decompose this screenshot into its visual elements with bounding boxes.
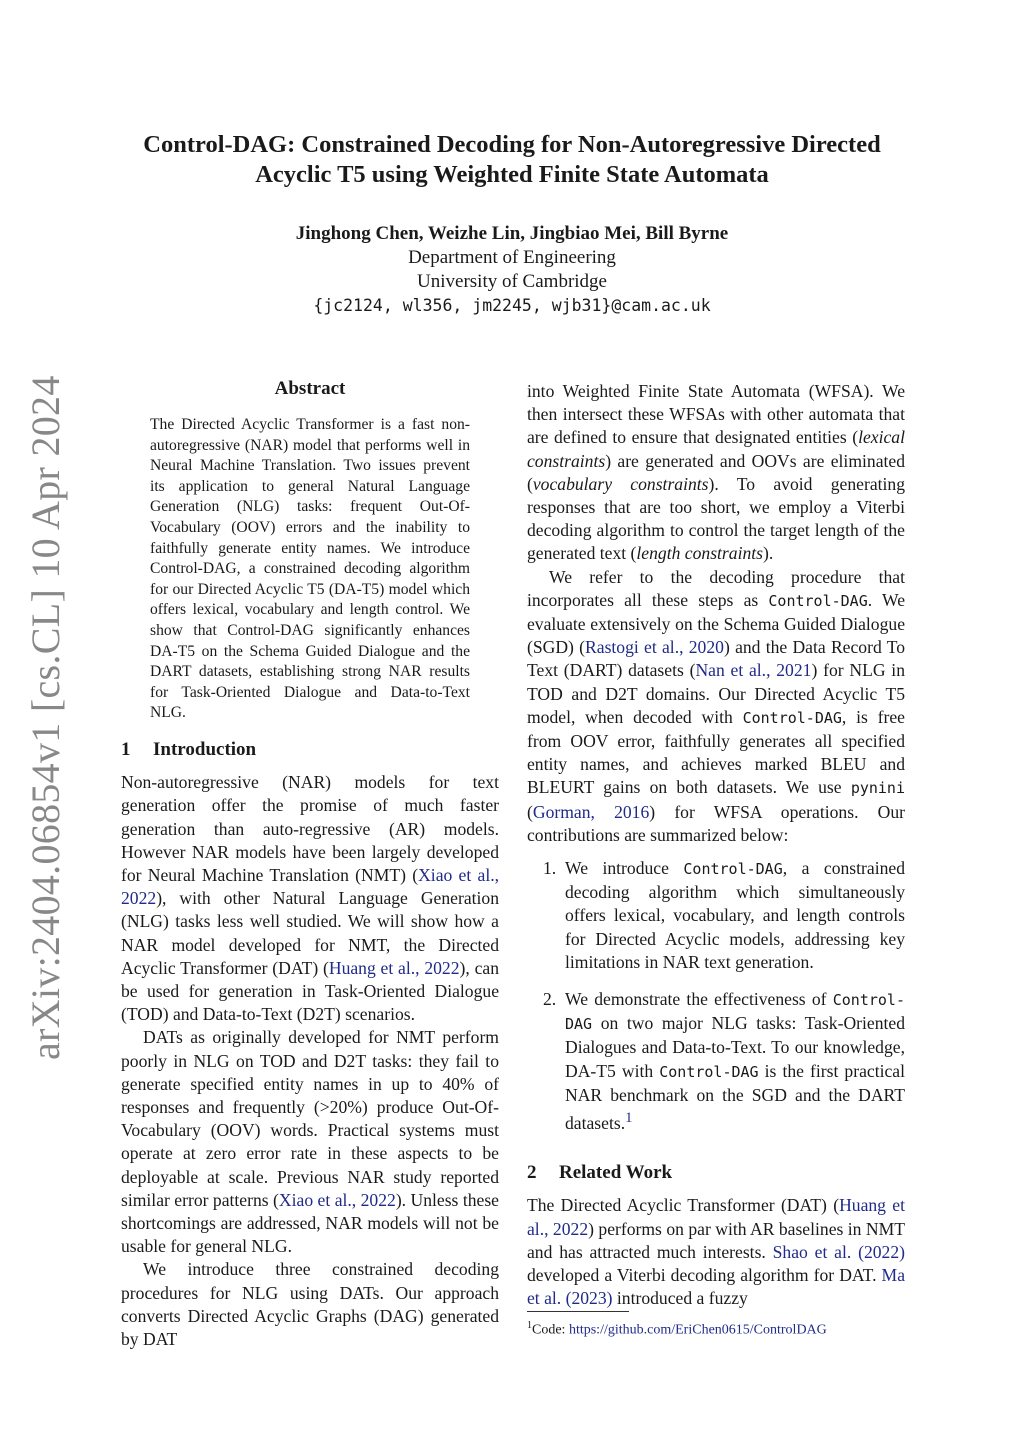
- citation-link[interactable]: Nan et al., 2021: [695, 660, 812, 681]
- paper-title: [0, 130, 1024, 190]
- citation-link[interactable]: Xiao et al., 2022: [121, 865, 499, 909]
- author-emails: {jc2124, wl356, jm2245, wjb31}@cam.ac.uk: [313, 296, 711, 315]
- right-column: [527, 380, 905, 1310]
- intro-paragraph-2: DATs as originally developed for NMT perform poorly in NLG on TOD and D2T tasks: they fail to generate specified entity names in up to 40% of responses and frequently (>20%) produce Out-Of-Vocabulary (OOV) words. Practical systems must operate at zero error rate in these aspects to be deployable at scale. Previous NAR study reported similar error patterns (Xiao et al., 2022). Unless these shortcomings are addressed, NAR models will not be usable for general NLG.: [121, 1027, 499, 1257]
- intro-paragraph-3: We introduce three constrained decoding procedures for NLG using DATs. Our approach converts Directed Acyclic Graphs (DAG) generated by DAT: [121, 1259, 499, 1350]
- code-url-link[interactable]: https://github.com/EriChen0615/ControlDAG: [568, 1322, 827, 1338]
- citation-link[interactable]: Shao et al. (2022): [772, 1241, 905, 1262]
- citation-link[interactable]: Rastogi et al., 2020: [585, 637, 724, 658]
- footnote-marker[interactable]: 1: [625, 1110, 633, 1127]
- footnote-number: 1: [527, 1320, 532, 1331]
- citation-link[interactable]: Gorman, 2016: [532, 801, 650, 822]
- right-paragraph-1: into Weighted Finite State Automata (WFSA). We then intersect these WFSAs with other automata that are defined to ensure that designated entities (lexical constraints) are generated and OOVs are eliminated (vocabulary constraints). To avoid generating responses that are too short, we employ a Viterbi decoding algorithm to control the target length of the generated text (length constraints).: [527, 381, 905, 564]
- footnote: [527, 1317, 907, 1340]
- citation-link[interactable]: Huang et al., 2022: [527, 1195, 905, 1239]
- citation-link[interactable]: Huang et al., 2022: [328, 957, 460, 978]
- section-title: Related Work: [559, 1162, 673, 1184]
- left-column: [121, 738, 499, 1351]
- list-item: 1. We introduce Control-DAG, a constrained decoding algorithm which simultaneously offers lexical, vocabulary, and length controls for Directed Acyclic models, addressing key limitations in NAR text generation.: [543, 858, 905, 972]
- title-line-1: Control-DAG: Constrained Decoding for Non-Autoregressive Directed: [143, 131, 881, 158]
- right-paragraph-2: We refer to the decoding procedure that incorporates all these steps as Control-DAG. We evaluate extensively on the Schema Guided Dialogue (SGD) (Rastogi et al., 2020) and the Data Record To Text (DART) datasets (Nan et al., 2021) for NLG in TOD and D2T domains. Our Directed Acyclic T5 model, when decoded with Control-DAG, is free from OOV error, faithfully generates all specified entity names, and achieves marked BLEU and BLEURT gains on both datasets. We use pynini (Gorman, 2016) for WFSA operations. Our contributions are summarized below:: [527, 566, 906, 845]
- list-item: 2. We demonstrate the effectiveness of Control-DAG on two major NLG tasks: Task-Oriented Dialogues and Data-to-Text. To our knowledge, DA-T5 with Control-DAG is the first practical NAR benchmark on the SGD and the DART datasets.$^1$: [543, 989, 905, 1133]
- section-number: 2: [527, 1162, 537, 1184]
- footnote-label: Code:: [532, 1322, 569, 1338]
- footnote-divider: [527, 1311, 629, 1312]
- related-work-paragraph: The Directed Acyclic Transformer (DAT) (Huang et al., 2022) performs on par with AR baselines in NMT and has attracted much interests. Shao et al. (2022) developed a Viterbi decoding algorithm for DAT. Ma et al. (2023) introduced a fuzzy: [527, 1195, 905, 1309]
- abstract-text: The Directed Acyclic Transformer is a fast non-autoregressive (NAR) model that performs well in Neural Machine Translation. Two issues prevent its application to general Natural Language Generation (NLG) tasks: frequent Out-Of-Vocabulary (OOV) errors and the inability to faithfully generate entity names. We introduce Control-DAG, a constrained decoding algorithm for our Directed Acyclic T5 (DA-T5) model which offers lexical, vocabulary and length control. We show that Control-DAG significantly enhances DA-T5 on the Schema Guided Dialogue and the DART datasets, establishing strong NAR results for Task-Oriented Dialogue and Data-to-Text NLG.: [150, 416, 470, 722]
- section-heading-related-work: [527, 1161, 905, 1184]
- author-names: Jinghong Chen, Weizhe Lin, Jingbiao Mei, Bill Byrne: [295, 223, 729, 244]
- section-number: 1: [121, 739, 131, 760]
- section-heading-introduction: [121, 738, 499, 761]
- intro-paragraph-1: Non-autoregressive (NAR) models for text generation offer the promise of much faster generation than auto-regressive (AR) models. However NAR models have been largely developed for Neural Machine Translation (NMT) (Xiao et al., 2022), with other Natural Language Generation (NLG) tasks less well studied. We will show how a NAR model developed for NMT, the Directed Acyclic Transformer (DAT) (Huang et al., 2022), can be used for generation in Task-Oriented Dialogue (TOD) and Data-to-Text (D2T) scenarios.: [121, 772, 499, 1025]
- title-line-2: Acyclic T5 using Weighted Finite State Automata: [255, 161, 769, 188]
- department: Department of Engineering: [408, 247, 616, 268]
- university: University of Cambridge: [417, 271, 607, 292]
- citation-link[interactable]: Ma et al. (2023): [527, 1264, 905, 1309]
- author-block: [0, 222, 1024, 318]
- contributions-list: [527, 857, 905, 1135]
- arxiv-id: arXiv:2404.06854v1 [cs.CL] 10 Apr 2024: [23, 375, 68, 1060]
- abstract-heading: Abstract: [274, 378, 346, 399]
- citation-link[interactable]: Xiao et al., 2022: [278, 1189, 396, 1210]
- section-title: Introduction: [153, 739, 257, 760]
